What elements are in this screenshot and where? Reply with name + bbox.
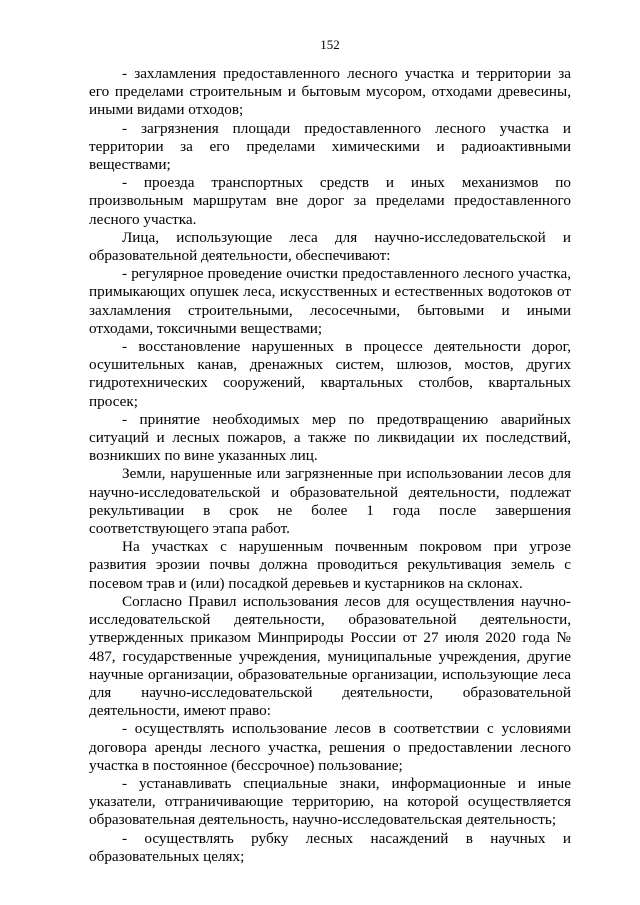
paragraph: - регулярное проведение очистки предоставленного лесного участка, примыкающих опушек леса, искусственных и естественных водотоков от захламления строительными, лесосечными, бытовыми и иными отходами, токсичными веществами; [89,265,571,337]
paragraph: - принятие необходимых мер по предотвращению аварийных ситуаций и лесных пожаров, а также по ликвидации их последствий, возникших по вине указанных лиц. [89,410,571,465]
paragraph: - осуществлять использование лесов в соответствии с условиями договора аренды лесного участка, решения о предоставлении лесного участка в постоянное (бессрочное) пользование; [89,720,571,774]
paragraph: - проезда транспортных средств и иных механизмов по произвольным маршрутам вне дорог за пределами предоставленного лесного участка. [89,174,571,228]
paragraph: - восстановление нарушенных в процессе деятельности дорог, осушительных канав, дренажных систем, шлюзов, мостов, других гидротехнических сооружений, квартальных столбов, квартальных просек; [89,338,571,410]
paragraph: Лица, использующие леса для научно-исследовательской и образовательной деятельности, обеспечивают: [89,228,571,265]
paragraph: На участках с нарушенным почвенным покровом при угрозе развития эрозии почвы должна проводиться рекультивация земель с посевом трав и (или) посадкой деревьев и кустарников на склонах. [89,538,571,592]
paragraph: Земли, нарушенные или загрязненные при использовании лесов для научно-исследовательской и образовательной деятельности, подлежат рекультивации в срок не более 1 года после завершения соответствующего этапа работ. [89,465,571,538]
page-number: 152 [320,37,340,52]
paragraph: - устанавливать специальные знаки, информационные и иные указатели, отграничивающие территорию, на которой осуществляется образовательная деятельность, научно-исследовательская деятельность; [89,774,571,829]
document-page [89,0,571,866]
paragraph: - захламления предоставленного лесного участка и территории за его пределами строительным и бытовым мусором, отходами древесины, иными видами отходов; [89,65,571,119]
paragraph: Согласно Правил использования лесов для осуществления научно-исследовательской деятельности, образовательной деятельности, утвержденных приказом Минприроды России от 27 июля 2020 года № 487, государственные учреждения, муниципальные учреждения, другие научные организации, образовательные организации, использующие леса для научно-исследовательской деятельности, образовательной деятельности, имеют право: [89,592,571,720]
paragraph: - осуществлять рубку лесных насаждений в научных и образовательных целях; [89,829,571,865]
paragraph: - загрязнения площади предоставленного лесного участка и территории за его пределами химическими и радиоактивными веществами; [89,119,571,174]
document-body [89,65,571,866]
